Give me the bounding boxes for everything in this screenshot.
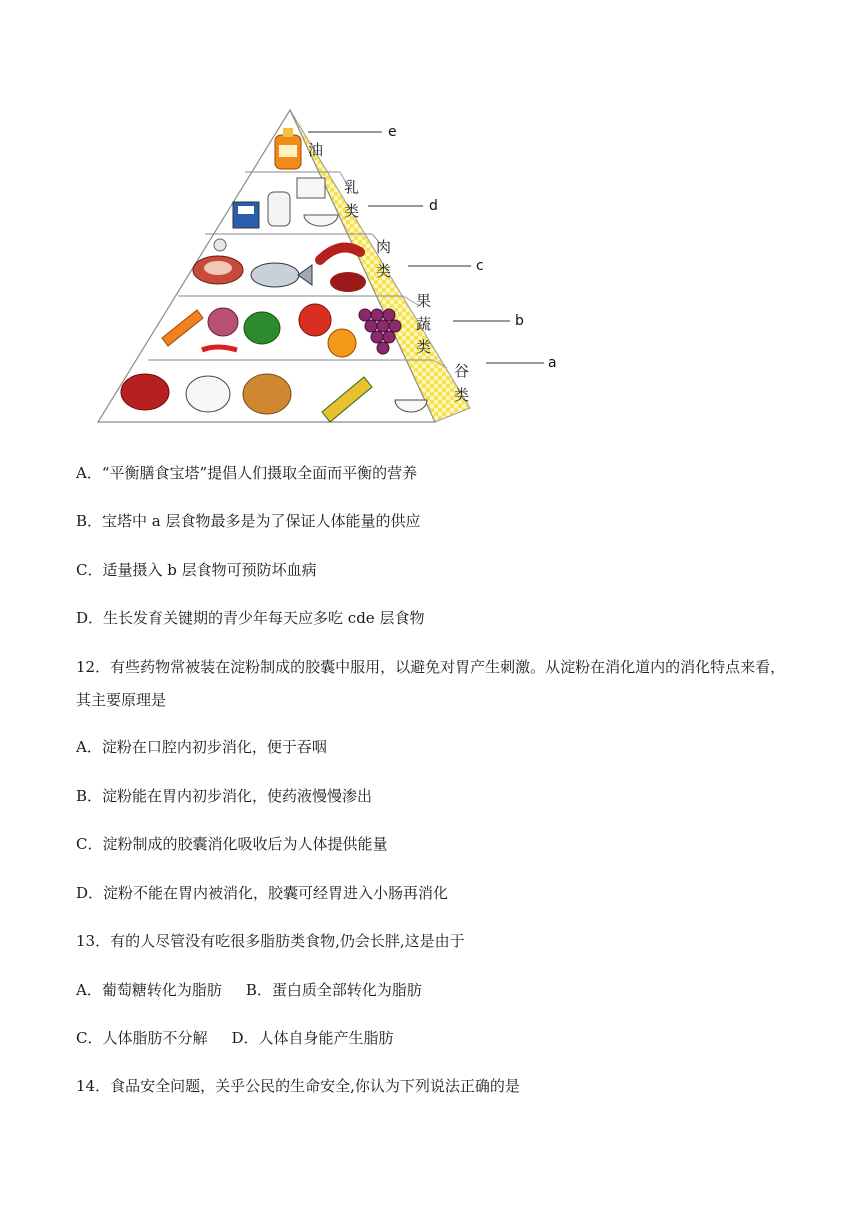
q13-options-row1 <box>76 979 422 1001</box>
label-b-line1: 果 <box>416 292 432 310</box>
pointer-b: b <box>515 313 524 329</box>
label-d-line2: 类 <box>344 202 360 220</box>
q12-option-b: B．淀粉能在胃内初步消化，使药液慢慢渗出 <box>76 787 373 805</box>
label-c-line2: 类 <box>376 262 392 280</box>
q11-option-c: C．适量摄入 b 层食物可预防坏血病 <box>76 561 317 579</box>
q12-option-d: D．淀粉不能在胃内被消化，胶囊可经胃进入小肠再消化 <box>76 884 449 902</box>
q11-option-a: A．“平衡膳食宝塔”提倡人们摄取全面而平衡的营养 <box>76 464 418 482</box>
q12-stem: 12．有些药物常被装在淀粉制成的胶囊中服用，以避免对胃产生刺激。从淀粉在消化道内的消化特点来看，其主要原理是 <box>76 658 786 709</box>
q12-option-a: A．淀粉在口腔内初步消化，便于吞咽 <box>76 738 327 756</box>
pointer-a: a <box>548 355 557 371</box>
label-c-line1: 肉 <box>376 238 392 256</box>
q13-option-d: D．人体自身能产生脂肪 <box>231 1029 394 1047</box>
q12-option-c: C．淀粉制成的胶囊消化吸收后为人体提供能量 <box>76 835 388 853</box>
q13-option-b: B．蛋白质全部转化为脂肪 <box>245 981 422 999</box>
q11-option-b: B．宝塔中 a 层食物最多是为了保证人体能量的供应 <box>76 512 421 530</box>
food-pyramid-figure <box>90 100 570 430</box>
food-pyramid <box>90 100 570 430</box>
pointer-c: c <box>476 258 484 274</box>
q13-options-row2 <box>76 1027 394 1049</box>
label-b-line3: 类 <box>416 338 432 356</box>
q13-option-c: C．人体脂肪不分解 <box>76 1029 208 1047</box>
label-b-line2: 蔬 <box>416 315 432 333</box>
q11-option-d: D．生长发育关键期的青少年每天应多吃 cde 层食物 <box>76 609 425 627</box>
pointer-d: d <box>429 198 438 214</box>
q13-stem: 13．有的人尽管没有吃很多脂肪类食物,仍会长胖,这是由于 <box>76 932 465 950</box>
label-a-line1: 谷 <box>454 362 470 380</box>
label-e-oil: 油 <box>308 141 324 159</box>
pointer-e: e <box>388 124 397 140</box>
q14-stem: 14．食品安全问题，关乎公民的生命安全,你认为下列说法正确的是 <box>76 1077 520 1095</box>
label-d-line1: 乳 <box>344 178 360 196</box>
label-a-line2: 类 <box>454 386 470 404</box>
q13-option-a: A．葡萄糖转化为脂肪 <box>76 981 222 999</box>
